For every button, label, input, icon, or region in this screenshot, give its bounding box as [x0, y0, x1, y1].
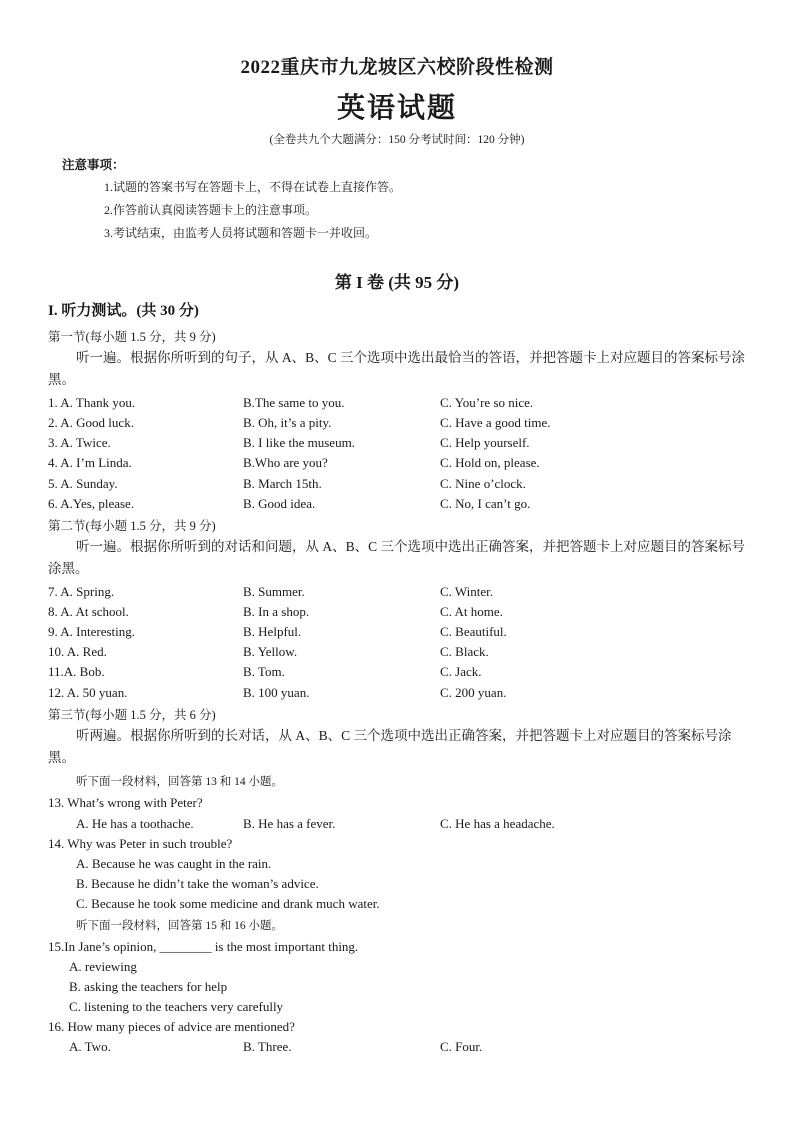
question-row [48, 496, 748, 516]
option-c: C. Have a good time. [440, 415, 551, 430]
subsection-heading: 第一节(每小题 1.5 分，共 9 分) [48, 330, 216, 344]
exam-title: 2022重庆市九龙坡区六校阶段性检测 [240, 57, 554, 78]
option-a: 5. A. Sunday. [48, 476, 118, 491]
option-b: B. Oh, it’s a pity. [243, 415, 332, 430]
exam-info: (全卷共九个大题满分：150 分考试时间：120 分钟) [269, 134, 525, 146]
option-a: 6. A.Yes, please. [48, 496, 135, 511]
option-a: 8. A. At school. [48, 604, 129, 619]
option-b: B. In a shop. [243, 604, 310, 619]
option-b: B. Because he didn’t take the woman’s advice. [76, 876, 319, 891]
option-c: C. 200 yuan. [440, 685, 507, 700]
option-a: A. Two. [69, 1039, 111, 1054]
subsection-heading: 第三节(每小题 1.5 分，共 6 分) [48, 708, 216, 722]
option-c: C. No, I can’t go. [440, 496, 531, 511]
option-b: B. asking the teachers for help [69, 979, 228, 994]
option-c: C. Black. [440, 644, 489, 659]
question-row [48, 644, 748, 664]
question-row [48, 685, 748, 705]
option-b: B. Summer. [243, 584, 305, 599]
option-b: B. Yellow. [243, 644, 298, 659]
option-b: B. 100 yuan. [243, 685, 310, 700]
option-b: B. Good idea. [243, 496, 316, 511]
option-a: A. reviewing [69, 959, 137, 974]
option-a: 7. A. Spring. [48, 584, 115, 599]
question-row [48, 415, 748, 435]
option-a: 4. A. I’m Linda. [48, 455, 132, 470]
option-c: C. You’re so nice. [440, 395, 534, 410]
option-c: C. Jack. [440, 664, 482, 679]
subsection-instruction: 听一遍。根据你所听到的对话和问题，从 A、B、C 三个选项中选出正确答案，并把答题卡上对应题目的答案标号涂黑。 [48, 539, 746, 576]
option-a: 2. A. Good luck. [48, 415, 134, 430]
option-a: 3. A. Twice. [48, 435, 111, 450]
option-b: B.Who are you? [243, 455, 328, 470]
option-b: B. I like the museum. [243, 435, 355, 450]
option-c: C. He has a headache. [440, 816, 555, 831]
note-item: 3.考试结束，由监考人员将试题和答题卡一并收回。 [104, 226, 378, 240]
question-13: 13. What’s wrong with Peter? [48, 795, 203, 810]
material-note: 听下面一段材料，回答第 15 和 16 小题。 [76, 920, 283, 932]
notes-heading: 注意事项： [62, 158, 125, 172]
option-c: C. Hold on, please. [440, 455, 540, 470]
option-c: C. At home. [440, 604, 503, 619]
section-heading: I. 听力测试。(共 30 分) [48, 303, 199, 319]
option-b: B. Three. [243, 1039, 292, 1054]
question-14: 14. Why was Peter in such trouble? [48, 836, 233, 851]
option-a: 10. A. Red. [48, 644, 107, 659]
part-title: 第 I 卷 (共 95 分) [334, 273, 460, 292]
subsection-instruction: 听两遍。根据你所听到的长对话，从 A、B、C 三个选项中选出正确答案，并把答题卡上对应题目的答案标号涂黑。 [48, 728, 732, 765]
question-row [48, 476, 748, 496]
option-c: C. Four. [440, 1039, 483, 1054]
subsection-heading: 第二节(每小题 1.5 分，共 9 分) [48, 519, 216, 533]
question-row [48, 624, 748, 644]
option-c: C. Beautiful. [440, 624, 507, 639]
option-b: B. He has a fever. [243, 816, 336, 831]
option-a: 9. A. Interesting. [48, 624, 136, 639]
question-row [48, 395, 748, 415]
option-a: 12. A. 50 yuan. [48, 685, 128, 700]
question-16: 16. How many pieces of advice are mentioned? [48, 1019, 295, 1034]
question-row [48, 664, 748, 684]
option-a: A. Because he was caught in the rain. [76, 856, 272, 871]
option-a: 11.A. Bob. [48, 664, 105, 679]
option-b: B.The same to you. [243, 395, 345, 410]
option-c: C. listening to the teachers very carefully [69, 999, 284, 1014]
question-row [48, 604, 748, 624]
option-a: A. He has a toothache. [76, 816, 194, 831]
subject-title: 英语试题 [336, 93, 457, 124]
option-b: B. March 15th. [243, 476, 322, 491]
option-b: B. Tom. [243, 664, 285, 679]
note-item: 2.作答前认真阅读答题卡上的注意事项。 [104, 203, 318, 217]
option-b: B. Helpful. [243, 624, 302, 639]
subsection-instruction: 听一遍。根据你所听到的句子，从 A、B、C 三个选项中选出最恰当的答语，并把答题卡上对应题目的答案标号涂黑。 [48, 350, 746, 387]
option-c: C. Winter. [440, 584, 494, 599]
option-a: 1. A. Thank you. [48, 395, 136, 410]
question-row [48, 455, 748, 475]
note-item: 1.试题的答案书写在答题卡上，不得在试卷上直接作答。 [104, 180, 402, 194]
option-c: C. Because he took some medicine and drank much water. [76, 896, 380, 911]
option-c: C. Nine o’clock. [440, 476, 526, 491]
question-row [48, 584, 748, 604]
question-15: 15.In Jane’s opinion, ________ is the most important thing. [48, 939, 359, 954]
question-row [48, 435, 748, 455]
option-c: C. Help yourself. [440, 435, 530, 450]
material-note: 听下面一段材料，回答第 13 和 14 小题。 [76, 776, 283, 788]
